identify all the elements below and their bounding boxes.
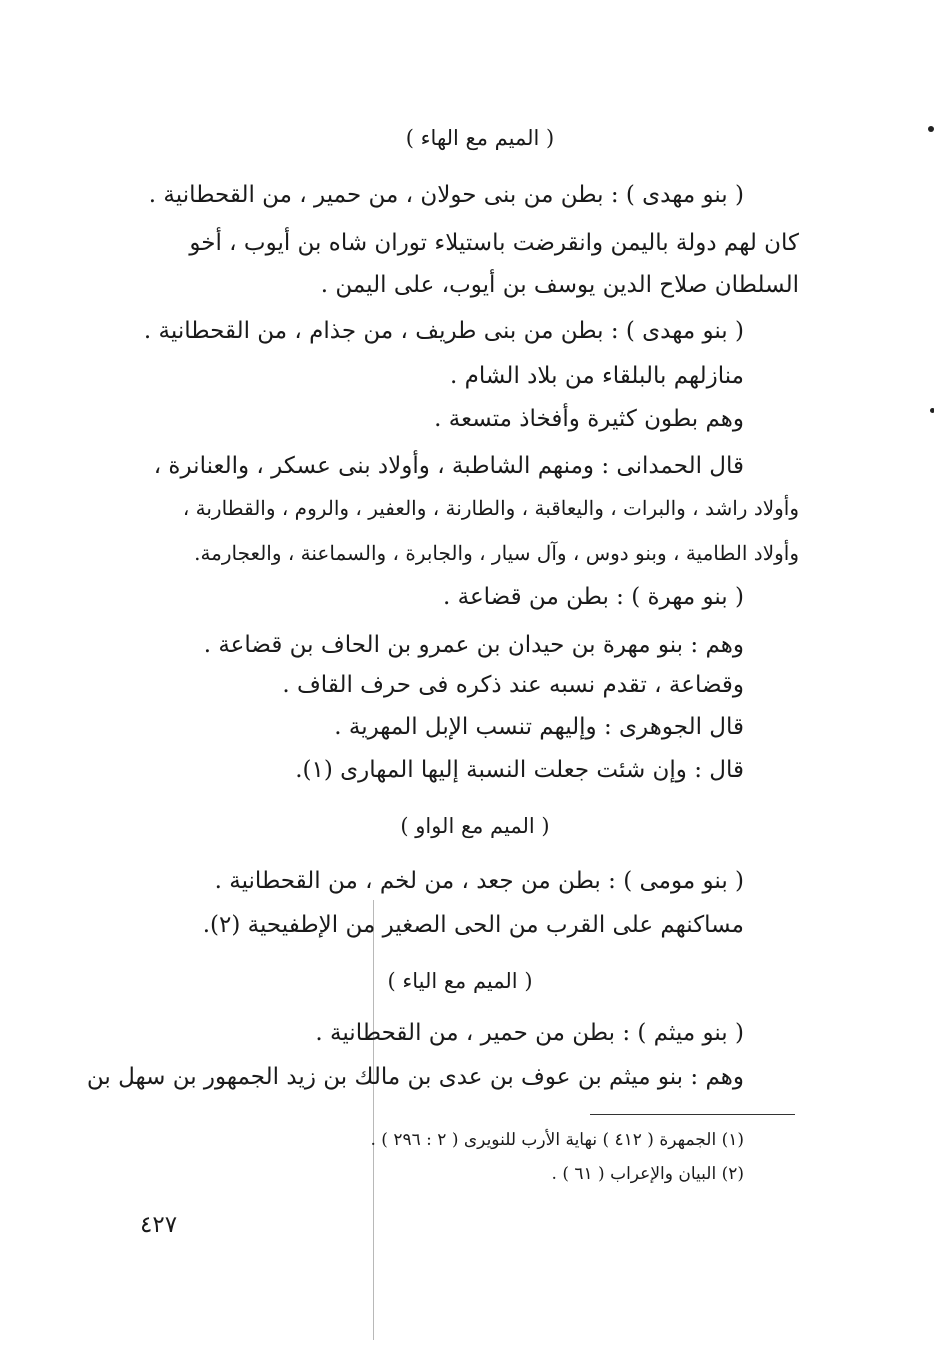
- text-line-13: قال الجوهرى : وإليهم تنسب الإبل المهرية .: [334, 714, 744, 740]
- section-heading-meem-yaa: ( الميم مع الياء ): [387, 969, 533, 993]
- text-line-6: وهم بطون كثيرة وأفخاذ متسعة .: [434, 406, 744, 432]
- scan-dot-middle: [930, 408, 934, 413]
- text-line-7: قال الحمدانى : ومنهم الشاطبة ، وأولاد بنى عسكر ، والعنانرة ،: [153, 453, 744, 479]
- section-heading-meem-haa: ( الميم مع الهاء ): [405, 126, 555, 150]
- page-crease: [373, 900, 374, 1340]
- text-line-1: ( بنو مهدى ) : بطن من بنى حولان ، من حمير ، من القحطانية .: [148, 182, 744, 208]
- text-line-11: وهم : بنو مهرة بن حيدان بن عمرو بن الحاف بن قضاعة .: [203, 632, 744, 658]
- section-heading-meem-waw: ( الميم مع الواو ): [400, 814, 550, 838]
- text-line-18: وهم : بنو ميثم بن عوف بن عدى بن مالك بن زيد الجمهور بن سهل بن: [86, 1064, 744, 1090]
- text-line-8: وأولاد راشد ، والبرات ، واليعاقبة ، والطارنة ، والعفير ، والروم ، والقطاربة ،: [182, 496, 799, 520]
- text-line-12: وقضاعة ، تقدم نسبه عند ذكره فى حرف القاف .: [282, 672, 744, 698]
- text-line-16: مساكنهم على القرب من الحى الصغير من الإطفيحية (٢).: [202, 912, 744, 938]
- text-line-14: قال : وإن شئت جعلت النسبة إليها المهارى (١).: [295, 757, 744, 783]
- text-line-4: ( بنو مهدى ) : بطن من بنى طريف ، من جذام ، من القحطانية .: [143, 318, 744, 344]
- text-line-5: منازلهم بالبلقاء من بلاد الشام .: [450, 363, 744, 389]
- footnote-rule: [590, 1114, 795, 1115]
- text-line-17: ( بنو ميثم ) : بطن من حمير ، من القحطانية .: [315, 1020, 744, 1046]
- scan-dot-top: [928, 126, 934, 132]
- text-line-15: ( بنو مومى ) : بطن من جعد ، من لخم ، من القحطانية .: [214, 868, 744, 894]
- text-line-10: ( بنو مهرة ) : بطن من قضاعة .: [443, 584, 744, 610]
- footnote-2: (٢) البيان والإعراب ( ٦١ ) .: [551, 1164, 744, 1184]
- page-number: ٤٢٧: [140, 1212, 178, 1238]
- text-line-3: السلطان صلاح الدين يوسف بن أيوب، على اليمن .: [320, 272, 799, 298]
- text-line-9: وأولاد الطامية ، وبنو دوس ، وآل سيار ، والجابرة ، والسماعنة ، والعجارمة.: [194, 541, 799, 565]
- text-line-2: كان لهم دولة باليمن وانقرضت باستيلاء توران شاه بن أيوب ، أخو: [189, 230, 799, 256]
- footnote-1: (١) الجمهرة ( ٤١٢ ) نهاية الأرب للنويرى ( ٢ : ٢٩٦ ) .: [370, 1130, 744, 1150]
